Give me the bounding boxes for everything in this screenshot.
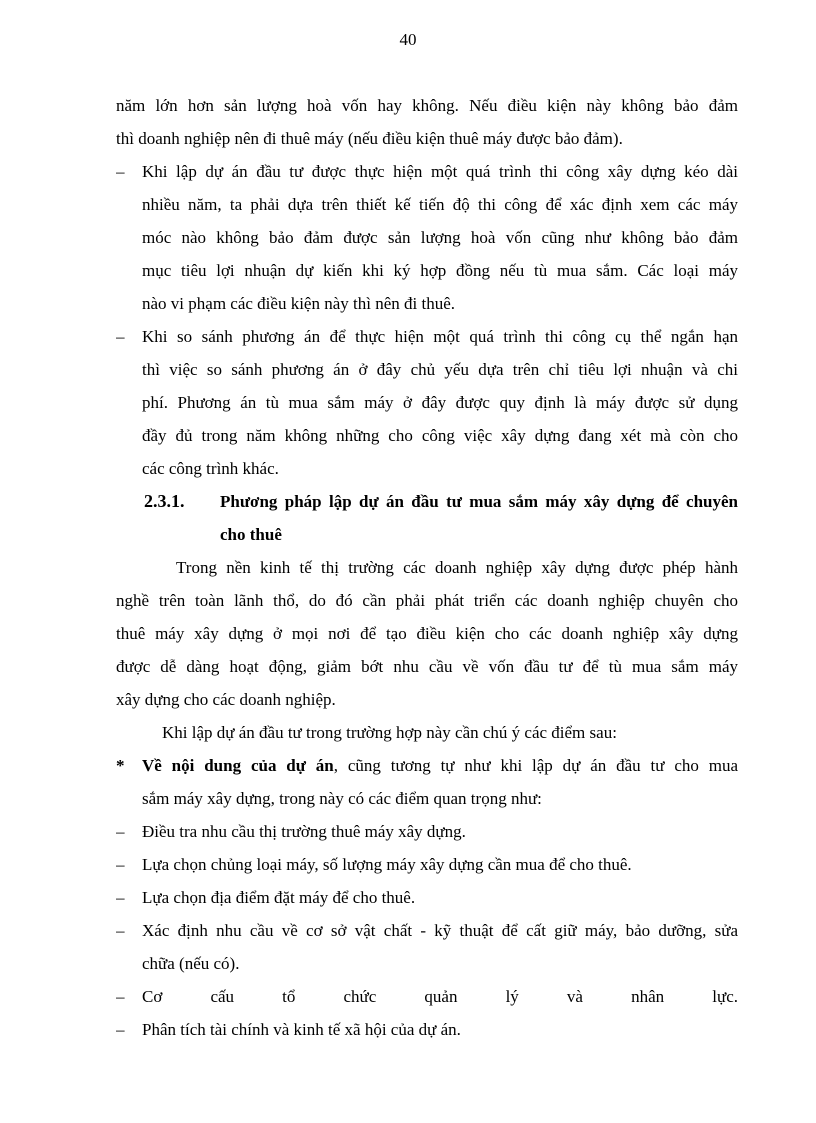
bullet-continuation: nào vi phạm các điều kiện này thì nên đi thuê. xyxy=(142,294,455,313)
bullet-text xyxy=(142,756,738,775)
bullet-continuation: chữa (nếu có). xyxy=(142,954,240,973)
page-number: 40 xyxy=(399,30,417,49)
bullet-line xyxy=(116,985,738,1018)
bold-lead: Về nội dung của dự án xyxy=(142,756,334,775)
paragraph-line: được dễ dàng hoạt động, giảm bớt nhu cầu về vốn đầu tư để tù mua sắm máy xyxy=(116,657,738,676)
bullet-continuation: các công trình khác. xyxy=(142,459,279,478)
bullet-continuation: móc nào không bảo đảm được sản lượng hoà vốn cũng như không bảo đảm xyxy=(142,228,738,247)
bullet-continuation: sắm máy xây dựng, trong này có các điểm quan trọng như: xyxy=(142,789,542,808)
paragraph-line: năm lớn hơn sản lượng hoà vốn hay không. Nếu điều kiện này không bảo đảm xyxy=(116,96,738,115)
section-number: 2.3.1. xyxy=(144,491,185,511)
bullet-text: Điều tra nhu cầu thị trường thuê máy xây dựng. xyxy=(142,822,466,841)
asterisk-bullet-icon: * xyxy=(116,756,125,775)
dash-bullet-icon: – xyxy=(116,921,125,940)
paragraph-line: Trong nền kinh tế thị trường các doanh nghiệp xây dựng được phép hành xyxy=(176,558,738,577)
section-heading-continuation xyxy=(144,523,738,556)
paragraph-line: nghề trên toàn lãnh thổ, do đó cần phải phát triển các doanh nghiệp chuyên cho xyxy=(116,591,738,610)
section-title-cont: cho thuê xyxy=(220,525,282,544)
dash-bullet-icon: – xyxy=(116,822,125,841)
dash-bullet-icon: – xyxy=(116,1020,125,1039)
bullet-text: Lựa chọn chủng loại máy, số lượng máy xây dựng cần mua để cho thuê. xyxy=(142,855,632,874)
bullet-line xyxy=(116,325,738,358)
bullet-text: Lựa chọn địa điểm đặt máy để cho thuê. xyxy=(142,888,416,907)
paragraph-line: xây dựng cho các doanh nghiệp. xyxy=(116,690,336,709)
bullet-continuation: nhiều năm, ta phải dựa trên thiết kế tiến độ thi công để xác định xem các máy xyxy=(142,195,738,214)
bullet-text: Khi lập dự án đầu tư được thực hiện một quá trình thi công xây dựng kéo dài xyxy=(142,162,738,181)
document-body xyxy=(116,94,738,1051)
bullet-continuation: mục tiêu lợi nhuận dự kiến khi ký hợp đồng nếu tù mua sắm. Các loại máy xyxy=(142,261,738,280)
dash-bullet-icon: – xyxy=(116,987,125,1006)
bullet-text: Cơ cấu tổ chức quản lý và nhân lực. xyxy=(142,987,738,1006)
dash-bullet-icon: – xyxy=(116,855,125,874)
bullet-continuation: thì việc so sánh phương án ở đây chủ yếu dựa trên chỉ tiêu lợi nhuận và chi xyxy=(142,360,738,379)
dash-bullet-icon: – xyxy=(116,327,125,346)
bullet-line xyxy=(116,820,738,853)
dash-bullet-icon: – xyxy=(116,162,125,181)
bullet-line xyxy=(116,853,738,886)
bullet-continuation: phí. Phương án tù mua sắm máy ở đây được quy định là máy được sử dụng xyxy=(142,393,738,412)
bullet-line xyxy=(116,160,738,193)
bullet-text: Khi so sánh phương án để thực hiện một quá trình thi công cụ thể ngắn hạn xyxy=(142,327,738,346)
dash-bullet-icon: – xyxy=(116,888,125,907)
bullet-line xyxy=(116,919,738,952)
paragraph-line: Khi lập dự án đầu tư trong trường hợp này cần chú ý các điểm sau: xyxy=(162,723,617,742)
star-bullet-line xyxy=(116,754,738,787)
paragraph-line: thì doanh nghiệp nên đi thuê máy (nếu điều kiện thuê máy được bảo đảm). xyxy=(116,129,623,148)
bullet-text: Phân tích tài chính và kinh tế xã hội của dự án. xyxy=(142,1020,461,1039)
section-heading xyxy=(144,490,738,523)
section-title: Phương pháp lập dự án đầu tư mua sắm máy xây dựng để chuyên xyxy=(220,492,738,511)
paragraph-line: thuê máy xây dựng ở mọi nơi để tạo điều kiện cho các doanh nghiệp xây dựng xyxy=(116,624,738,643)
bullet-text-rest: , cũng tương tự như khi lập dự án đầu tư cho mua xyxy=(333,756,738,775)
bullet-text: Xác định nhu cầu về cơ sở vật chất - kỹ thuật để cất giữ máy, bảo dưỡng, sửa xyxy=(142,921,738,940)
bullet-line xyxy=(116,1018,738,1051)
bullet-line xyxy=(116,886,738,919)
bullet-continuation: đầy đủ trong năm không những cho công việc xây dựng đang xét mà còn cho xyxy=(142,426,738,445)
